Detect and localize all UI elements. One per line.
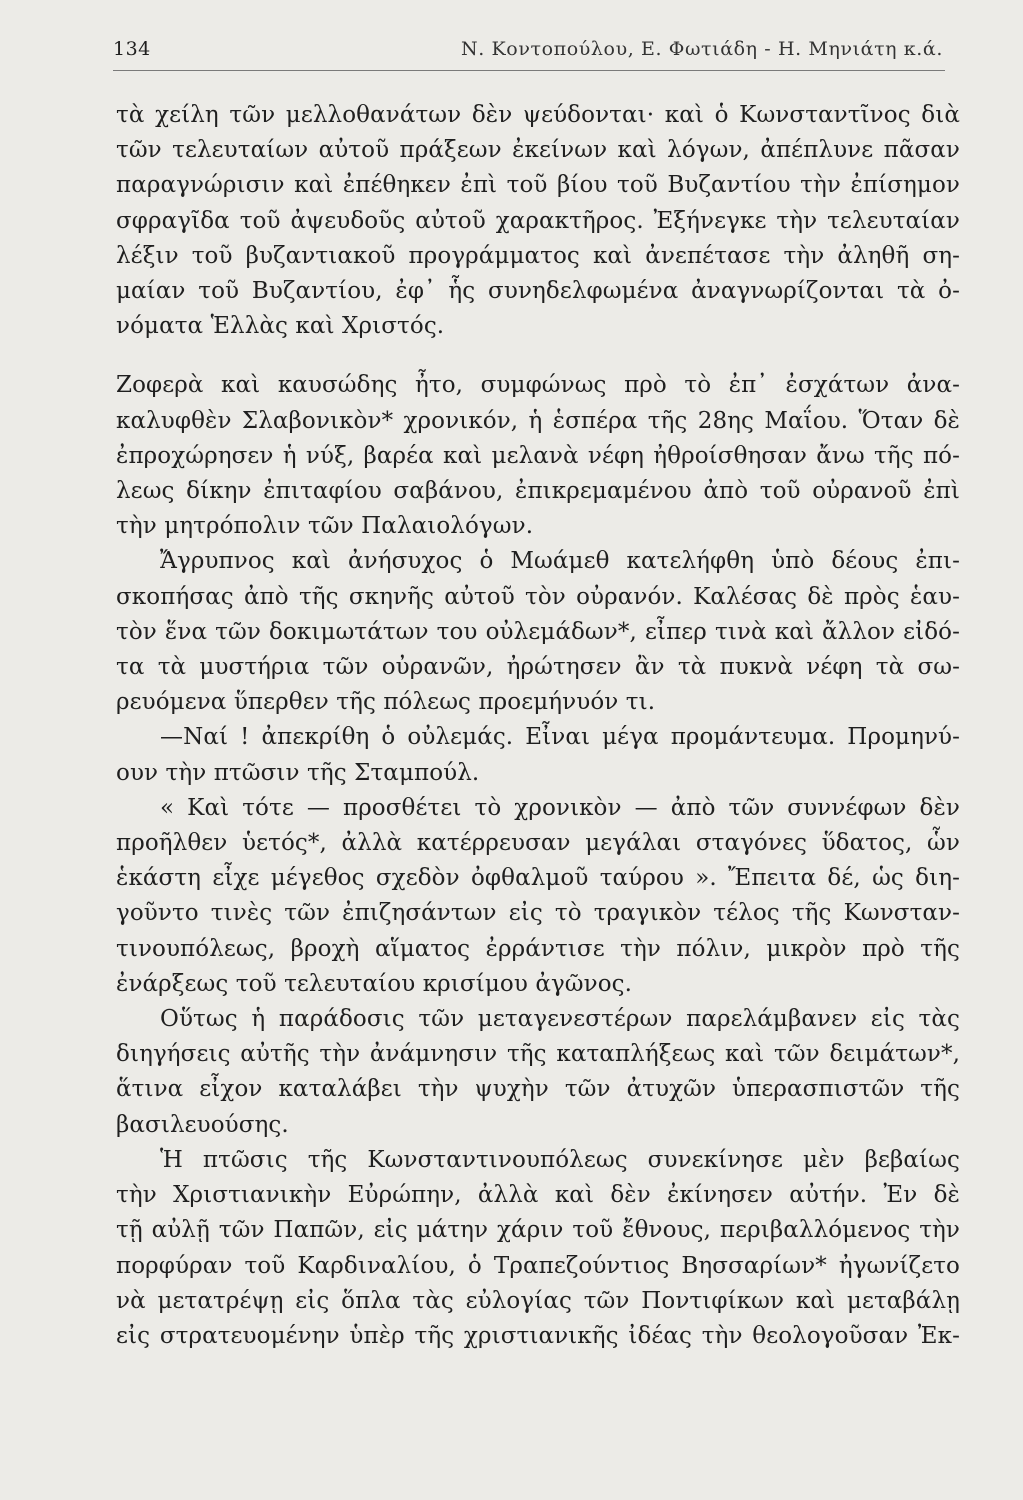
text-line: τινουπόλεως, βροχὴ αἵματος ἐρράντισε τὴν πόλιν, μικρὸν πρὸ τῆς (116, 935, 960, 962)
text-line: βασιλευούσης. (116, 1111, 289, 1138)
text-line: νόματα Ἑλλὰς καὶ Χριστός. (116, 313, 445, 340)
text-line: Οὕτως ἡ παράδοσις τῶν μεταγενεστέρων παρελάμβανεν εἰς τὰς (160, 1006, 960, 1033)
paragraph-6 (116, 1002, 960, 1143)
text-line: τὰ χείλη τῶν μελλοθανάτων δὲν ψεύδονται· καὶ ὁ Κωνσταντῖνος διὰ (116, 102, 960, 128)
paragraph-3 (116, 544, 960, 720)
text-line: ρευόμενα ὕπερθεν τῆς πόλεως προεμήνυόν τι. (116, 689, 656, 716)
text-line: μαίαν τοῦ Βυζαντίου, ἐφ᾿ ἧς συνηδελφωμένα ἀναγνωρίζονται τὰ ὀ- (116, 278, 960, 305)
text-line: Ἡ πτῶσις τῆς Κωνσταντινουπόλεως συνεκίνησε μὲν βεβαίως (160, 1146, 960, 1173)
page-number: 134 (113, 38, 151, 60)
text-line: σφραγῖδα τοῦ ἀψευδοῦς αὐτοῦ χαρακτῆρος. Ἐξήνεγκε τὴν τελευταίαν (116, 207, 960, 234)
text-line: τὸν ἕνα τῶν δοκιμωτάτων του οὐλεμάδων*, εἶπερ τινὰ καὶ ἄλλον εἰδό- (116, 618, 960, 645)
text-line: τα τὰ μυστήρια τῶν οὐρανῶν, ἠρώτησεν ἂν τὰ πυκνὰ νέφη τὰ σω- (116, 654, 960, 681)
paragraph-1 (116, 98, 960, 344)
text-line: τῇ αὐλῇ τῶν Παπῶν, εἰς μάτην χάριν τοῦ ἔθνους, περιβαλλόμενος τὴν (116, 1217, 960, 1244)
text-line: Ζοφερὰ καὶ καυσώδης ἦτο, συμφώνως πρὸ τὸ ἐπ᾿ ἐσχάτων ἀνα- (116, 372, 960, 399)
text-line: παραγνώρισιν καὶ ἐπέθηκεν ἐπὶ τοῦ βίου τοῦ Βυζαντίου τὴν ἐπίσημον (116, 172, 960, 199)
running-head: Ν. Κοντοπούλου, Ε. Φωτιάδη - Η. Μηνιάτη κ.ά. (461, 38, 943, 60)
text-line: εἰς στρατευομένην ὑπὲρ τῆς χριστιανικῆς ἰδέας τὴν θεολογοῦσαν Ἐκ- (116, 1322, 960, 1349)
text-line: γοῦντο τινὲς τῶν ἐπιζησάντων εἰς τὸ τραγικὸν τέλος τῆς Κωνσταν- (116, 900, 960, 927)
text-line: τὴν Χριστιανικὴν Εὐρώπην, ἀλλὰ καὶ δὲν ἐκίνησεν αὐτήν. Ἐν δὲ (116, 1182, 960, 1209)
paragraph-4 (116, 720, 960, 790)
text-line: λεως δίκην ἐπιταφίου σαβάνου, ἐπικρεμαμένου ἀπὸ τοῦ οὐρανοῦ ἐπὶ (116, 478, 960, 505)
text-line: —Ναί ! ἀπεκρίθη ὁ οὐλεμάς. Εἶναι μέγα προμάντευμα. Προμηνύ- (160, 724, 960, 751)
text-line: πορφύραν τοῦ Καρδιναλίου, ὁ Τραπεζούντιος Βησσαρίων* ἠγωνίζετο (116, 1252, 960, 1279)
text-line: ἐπροχώρησεν ἡ νύξ, βαρέα καὶ μελανὰ νέφη ἠθροίσθησαν ἄνω τῆς πό- (116, 442, 960, 469)
text-line: τὴν μητρόπολιν τῶν Παλαιολόγων. (116, 513, 534, 540)
paragraph-gap (116, 344, 960, 368)
text-line: Ἄγρυπνος καὶ ἀνήσυχος ὁ Μωάμεθ κατελήφθη ὑπὸ δέους ἐπι- (160, 548, 960, 575)
text-line: ουν τὴν πτῶσιν τῆς Σταμπούλ. (116, 759, 480, 786)
text-line: ἅτινα εἶχον καταλάβει τὴν ψυχὴν τῶν ἀτυχῶν ὑπερασπιστῶν τῆς (116, 1076, 960, 1103)
text-line: « Καὶ τότε — προσθέτει τὸ χρονικὸν — ἀπὸ τῶν συννέφων δὲν (160, 794, 960, 821)
text-line: διηγήσεις αὐτῆς τὴν ἀνάμνησιν τῆς καταπλήξεως καὶ τῶν δειμάτων*, (116, 1041, 960, 1068)
page-header (113, 36, 945, 71)
text-line: ἑκάστη εἶχε μέγεθος σχεδὸν ὀφθαλμοῦ ταύρου ». Ἔπειτα δέ, ὡς διη- (116, 865, 960, 892)
paragraph-2 (116, 368, 960, 544)
text-line: λέξιν τοῦ βυζαντιακοῦ προγράμματος καὶ ἀνεπέτασε τὴν ἀληθῆ ση- (116, 242, 960, 269)
text-line: ἐνάρξεως τοῦ τελευταίου κρισίμου ἀγῶνος. (116, 970, 633, 997)
paragraph-7 (116, 1143, 960, 1354)
text-line: προῆλθεν ὑετός*, ἀλλὰ κατέρρευσαν μεγάλαι σταγόνες ὕδατος, ὧν (116, 830, 960, 857)
paragraph-5 (116, 791, 960, 1002)
text-line: καλυφθὲν Σλαβονικὸν* χρονικόν, ἡ ἑσπέρα τῆς 28ης Μαΐου. Ὅταν δὲ (116, 407, 960, 434)
body-text (116, 98, 960, 1354)
text-line: σκοπήσας ἀπὸ τῆς σκηνῆς αὐτοῦ τὸν οὐρανόν. Καλέσας δὲ πρὸς ἑαυ- (116, 583, 960, 610)
text-line: νὰ μετατρέψῃ εἰς ὅπλα τὰς εὐλογίας τῶν Ποντιφίκων καὶ μεταβάλῃ (116, 1287, 960, 1314)
text-line: τῶν τελευταίων αὐτοῦ πράξεων ἐκείνων καὶ λόγων, ἀπέπλυνε πᾶσαν (116, 137, 960, 164)
